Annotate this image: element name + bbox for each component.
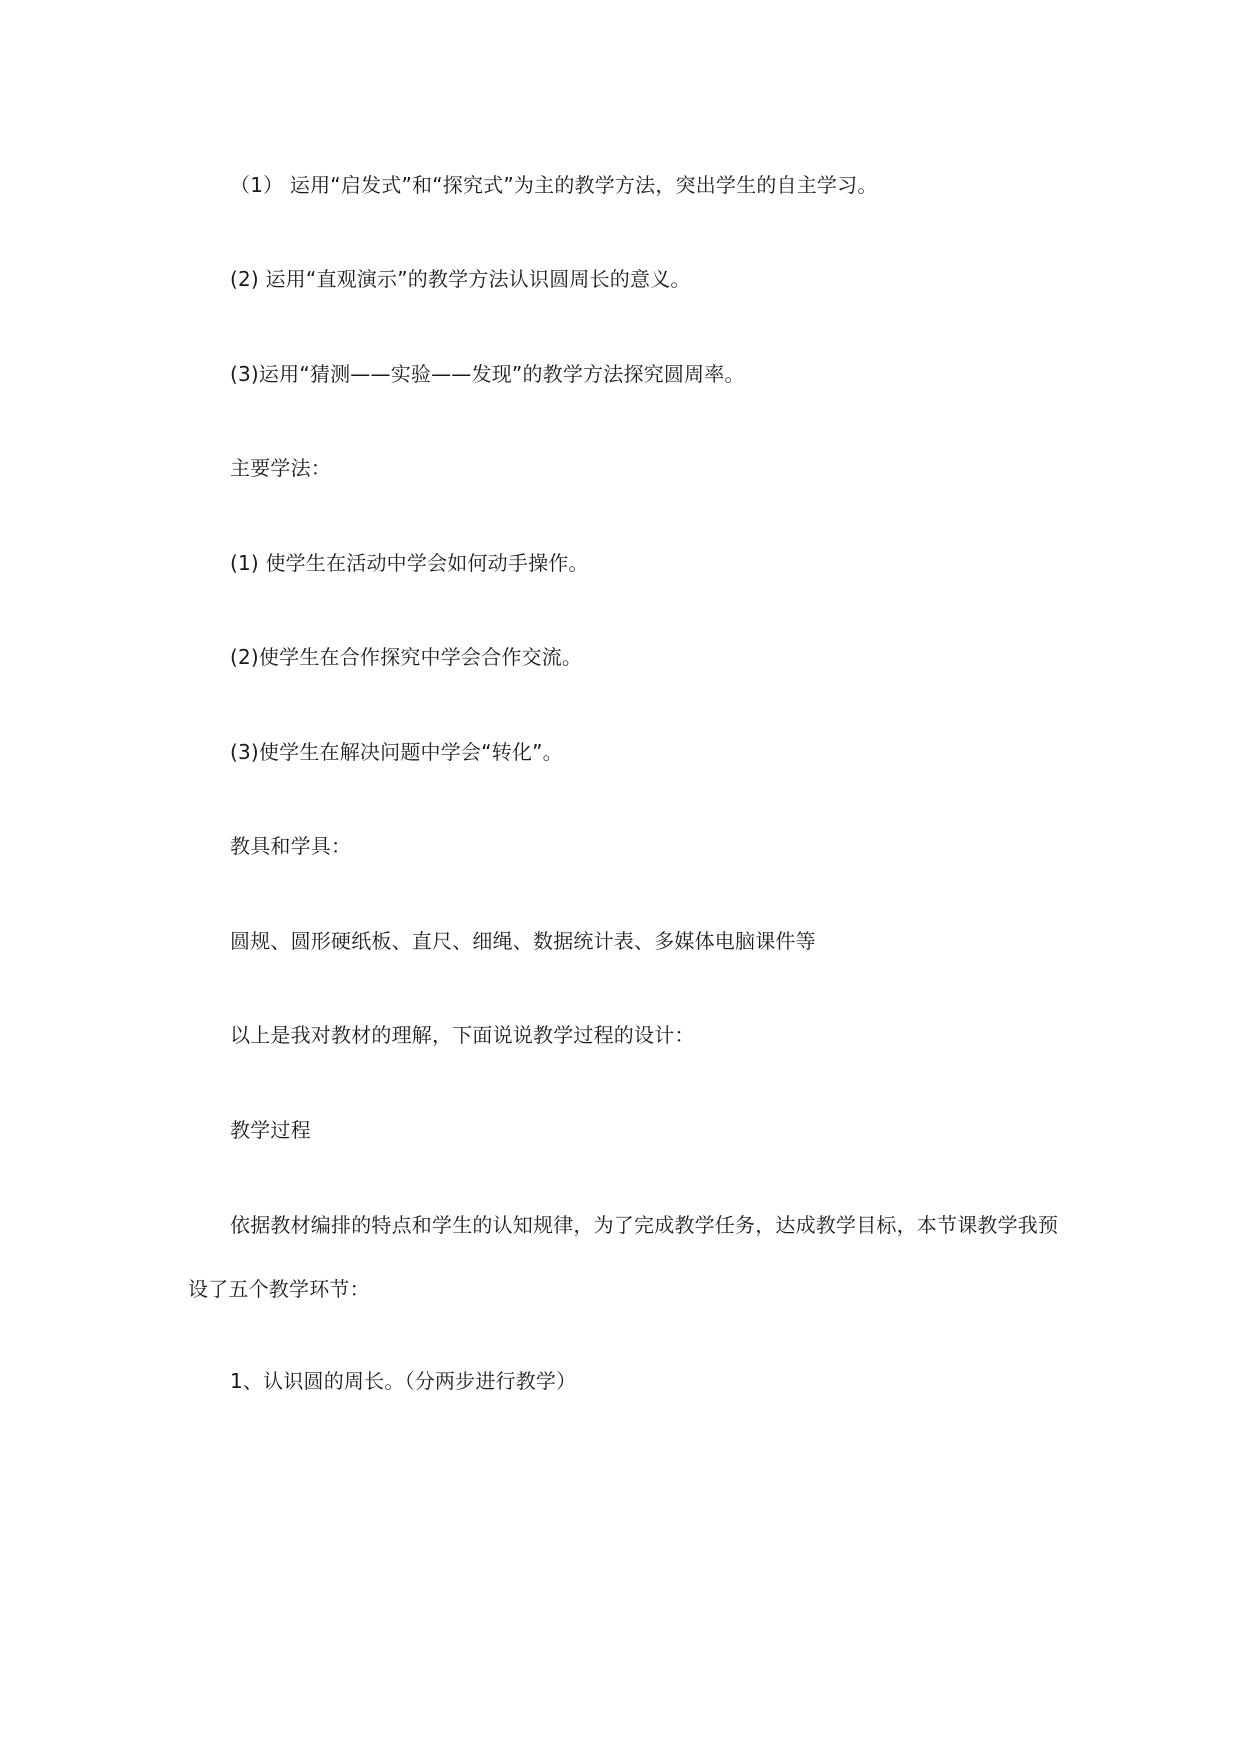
paragraph-method-3: (3)运用“猜测——实验——发现”的教学方法探究圆周率。 <box>230 362 745 386</box>
paragraph-study-3: (3)使学生在解决问题中学会“转化”。 <box>230 740 563 764</box>
paragraph-study-2: (2)使学生在合作探究中学会合作交流。 <box>230 645 583 669</box>
paragraph-method-2: (2) 运用“直观演示”的教学方法认识圆周长的意义。 <box>230 267 691 291</box>
heading-teaching-process: 教学过程 <box>230 1118 311 1142</box>
heading-study-methods: 主要学法： <box>230 456 331 480</box>
heading-teaching-tools: 教具和学具： <box>230 834 352 858</box>
paragraph-transition: 以上是我对教材的理解，下面说说教学过程的设计： <box>230 1023 695 1047</box>
paragraph-step-1: 1、认识圆的周长。（分两步进行教学） <box>230 1369 577 1393</box>
paragraph-process-intro: 依据教材编排的特点和学生的认知规律，为了完成教学任务，达成教学目标，本节课教学我预设了五个教学环节： <box>188 1213 1059 1301</box>
paragraph-study-1: (1) 使学生在活动中学会如何动手操作。 <box>230 551 589 575</box>
paragraph-method-1: （1） 运用“启发式”和“探究式”为主的教学方法，突出学生的自主学习。 <box>230 173 878 197</box>
paragraph-tools-list: 圆规、圆形硬纸板、直尺、细绳、数据统计表、多媒体电脑课件等 <box>230 929 816 953</box>
